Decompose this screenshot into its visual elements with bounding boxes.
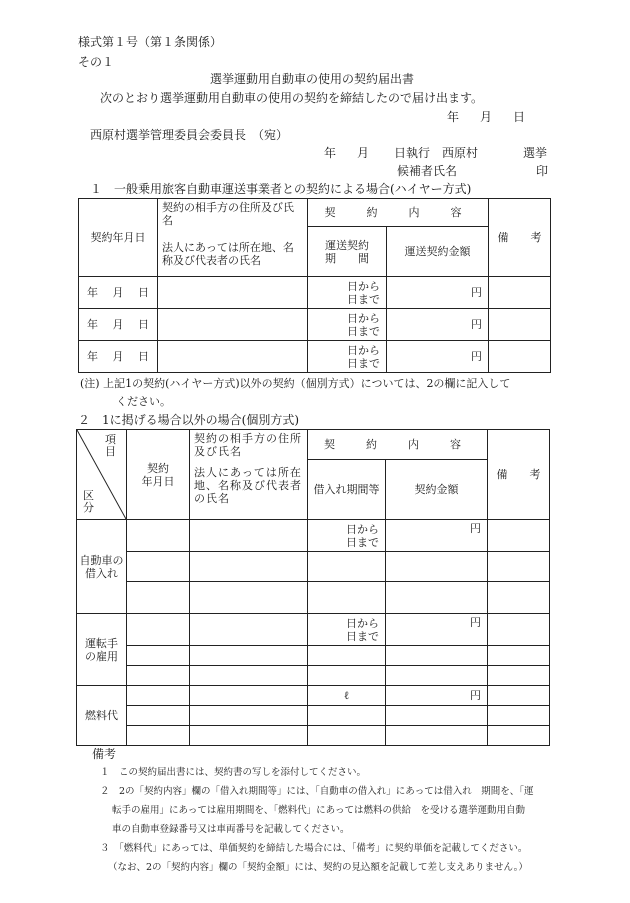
s2-col-amount: 契約金額: [386, 460, 488, 520]
table-row: [77, 552, 550, 582]
s2-driver-row1-remarks[interactable]: [488, 614, 550, 646]
form-number: 様式第１号（第１条関係）: [78, 35, 223, 49]
intro-text: 次のとおり選挙運動用自動車の使用の契約を締結したので届け出ます。: [100, 91, 484, 105]
remarks-line-2b: 転手の雇用」にあっては雇用期間を、「燃料代」にあっては燃料の供給 を受ける選挙運動用自動: [112, 805, 526, 816]
s2-fuel-row2-date[interactable]: [127, 706, 190, 726]
candidate-label: 候補者氏名: [397, 164, 458, 178]
s1-row3-period[interactable]: 日から 日まで: [308, 341, 387, 373]
s2-fuel-row3-amount[interactable]: [386, 726, 488, 746]
s2-fuel-row3-date[interactable]: [127, 726, 190, 746]
section1-table: [78, 198, 551, 373]
s2-driver-row1-party[interactable]: [190, 614, 308, 646]
s2-car-row1-date[interactable]: [127, 520, 190, 552]
election-suffix: 選挙: [523, 146, 548, 160]
s1-col-remarks: 備 考: [489, 199, 551, 277]
s2-item-label: 項 目: [105, 433, 116, 458]
s2-car-row3-party[interactable]: [190, 582, 308, 614]
table-row: [77, 520, 550, 552]
s1-row2-period[interactable]: 日から 日まで: [308, 309, 387, 341]
election-day: 日執行 西原村: [394, 146, 479, 160]
s2-driver-label: 運転手 の雇用: [77, 614, 127, 686]
s2-fuel-row3-remarks[interactable]: [488, 726, 550, 746]
s2-driver-row1-amount[interactable]: 円: [386, 614, 488, 646]
sub-number: その１: [78, 55, 115, 69]
section1-title: １ 一般乗用旅客自動車運送事業者との契約による場合(ハイヤー方式): [90, 182, 472, 196]
s1-row3-amount[interactable]: 円: [387, 341, 489, 373]
s2-fuel-label: 燃料代: [77, 686, 127, 746]
s2-driver-row3-party[interactable]: [190, 666, 308, 686]
table-row: [79, 277, 551, 309]
s2-car-row3-period[interactable]: [308, 582, 386, 614]
s2-driver-row3-date[interactable]: [127, 666, 190, 686]
s2-fuel-row2-remarks[interactable]: [488, 706, 550, 726]
s1-col-period: 運送契約 期 間: [308, 227, 387, 277]
section2-title: ２ 1に掲げる場合以外の場合(個別方式): [78, 413, 299, 427]
s2-fuel-row2-period[interactable]: [308, 706, 386, 726]
s2-fuel-row3-party[interactable]: [190, 726, 308, 746]
s1-row3-remarks[interactable]: [489, 341, 551, 373]
s1-row1-amount[interactable]: 円: [387, 277, 489, 309]
s1-row2-date[interactable]: 年 月 日: [79, 309, 158, 341]
s2-fuel-row2-party[interactable]: [190, 706, 308, 726]
addressee: 西原村選挙管理委員会委員長 （宛）: [90, 128, 289, 142]
table-row: [77, 614, 550, 646]
date-month: 月: [480, 110, 493, 124]
s1-row3-date[interactable]: 年 月 日: [79, 341, 158, 373]
remarks-line-3a: ３ 「燃料代」にあっては、単価契約を締結した場合には、「備考」に契約単価を記載してください。: [100, 843, 528, 854]
s1-col-party: 契約の相手方の住所及び氏名 法人にあっては所在地、名称及び代表者の氏名: [158, 199, 308, 277]
s2-driver-row3-amount[interactable]: [386, 666, 488, 686]
s2-driver-row1-period[interactable]: 日から 日まで: [308, 614, 386, 646]
s1-row3-party[interactable]: [158, 341, 308, 373]
s1-row1-date[interactable]: 年 月 日: [79, 277, 158, 309]
s2-car-row2-amount[interactable]: [386, 552, 488, 582]
s2-col-contents: 契 約 内 容: [308, 430, 488, 460]
s1-row1-remarks[interactable]: [489, 277, 551, 309]
table-row: [77, 726, 550, 746]
s1-col-date: 契約年月日: [79, 199, 158, 277]
remarks-line-1: １ この契約届出書には、契約書の写しを添付してください。: [100, 767, 367, 778]
table-row: [77, 646, 550, 666]
s2-fuel-row3-period[interactable]: [308, 726, 386, 746]
s2-car-row1-amount[interactable]: 円: [386, 520, 488, 552]
s2-diagonal-header: [77, 430, 127, 520]
election-month: 月: [357, 146, 370, 160]
s2-driver-row3-remarks[interactable]: [488, 666, 550, 686]
s2-driver-row3-period[interactable]: [308, 666, 386, 686]
election-year: 年: [324, 146, 337, 160]
s2-car-label: 自動車の 借入れ: [77, 520, 127, 614]
s1-row2-party[interactable]: [158, 309, 308, 341]
s1-col-amount: 運送契約金額: [387, 227, 489, 277]
section1-note-1: (注) 上記1の契約(ハイヤー方式)以外の契約（個別方式）については、2の欄に記入して: [80, 377, 511, 390]
s2-driver-row2-party[interactable]: [190, 646, 308, 666]
s2-car-row3-amount[interactable]: [386, 582, 488, 614]
s2-col-date: 契約 年月日: [127, 430, 190, 520]
s2-car-row2-date[interactable]: [127, 552, 190, 582]
s2-driver-row2-period[interactable]: [308, 646, 386, 666]
remarks-line-2c: 車の自動車登録番号又は車両番号を記載してください。: [112, 824, 350, 835]
s2-driver-row2-amount[interactable]: [386, 646, 488, 666]
s2-fuel-row2-amount[interactable]: [386, 706, 488, 726]
s1-row2-remarks[interactable]: [489, 309, 551, 341]
s2-car-row1-period[interactable]: 日から 日まで: [308, 520, 386, 552]
document-title: 選挙運動用自動車の使用の契約届出書: [210, 72, 415, 86]
table-row: [77, 582, 550, 614]
s2-fuel-row1-party[interactable]: [190, 686, 308, 706]
s2-car-row1-remarks[interactable]: [488, 520, 550, 552]
table-row: [79, 341, 551, 373]
date-year: 年: [447, 110, 460, 124]
table-row: [77, 686, 550, 706]
remarks-line-3b: （なお、2の「契約内容」欄の「契約金額」には、契約の見込額を記載して差し支えありません。）: [108, 862, 528, 873]
date-day: 日: [513, 110, 526, 124]
s2-fuel-row1-remarks[interactable]: [488, 686, 550, 706]
remarks-title: 備考: [92, 747, 117, 761]
s2-class-label: 区 分: [83, 489, 94, 514]
s1-row1-party[interactable]: [158, 277, 308, 309]
remarks-line-2a: ２ 2の「契約内容」欄の「借入れ期間等」には、「自動車の借入れ」にあっては借入れ 期間を、「運: [100, 786, 534, 797]
s2-fuel-row1-amount[interactable]: 円: [386, 686, 488, 706]
s2-col-party: 契約の相手方の住所及び氏名 法人にあっては所在地、名称及び代表者の氏名: [190, 430, 308, 520]
s2-fuel-row1-date[interactable]: [127, 686, 190, 706]
s2-col-remarks: 備 考: [488, 430, 550, 520]
s1-col-contents: 契 約 内 容: [308, 199, 489, 227]
s1-row1-period[interactable]: 日から 日まで: [308, 277, 387, 309]
table-row: [77, 666, 550, 686]
s2-car-row2-party[interactable]: [190, 552, 308, 582]
s2-driver-row2-date[interactable]: [127, 646, 190, 666]
table-row: [79, 309, 551, 341]
s2-fuel-row1-period[interactable]: ℓ: [308, 686, 386, 706]
s2-car-row1-party[interactable]: [190, 520, 308, 552]
s2-car-row3-date[interactable]: [127, 582, 190, 614]
s2-col-period: 借入れ期間等: [308, 460, 386, 520]
table-row: [77, 706, 550, 726]
seal-mark: 印: [536, 164, 549, 178]
section1-note-2: ください。: [116, 395, 171, 408]
s2-car-row2-period[interactable]: [308, 552, 386, 582]
s2-car-row2-remarks[interactable]: [488, 552, 550, 582]
s1-row2-amount[interactable]: 円: [387, 309, 489, 341]
section2-table: [76, 429, 550, 746]
s2-driver-row1-date[interactable]: [127, 614, 190, 646]
s2-car-row3-remarks[interactable]: [488, 582, 550, 614]
s2-driver-row2-remarks[interactable]: [488, 646, 550, 666]
